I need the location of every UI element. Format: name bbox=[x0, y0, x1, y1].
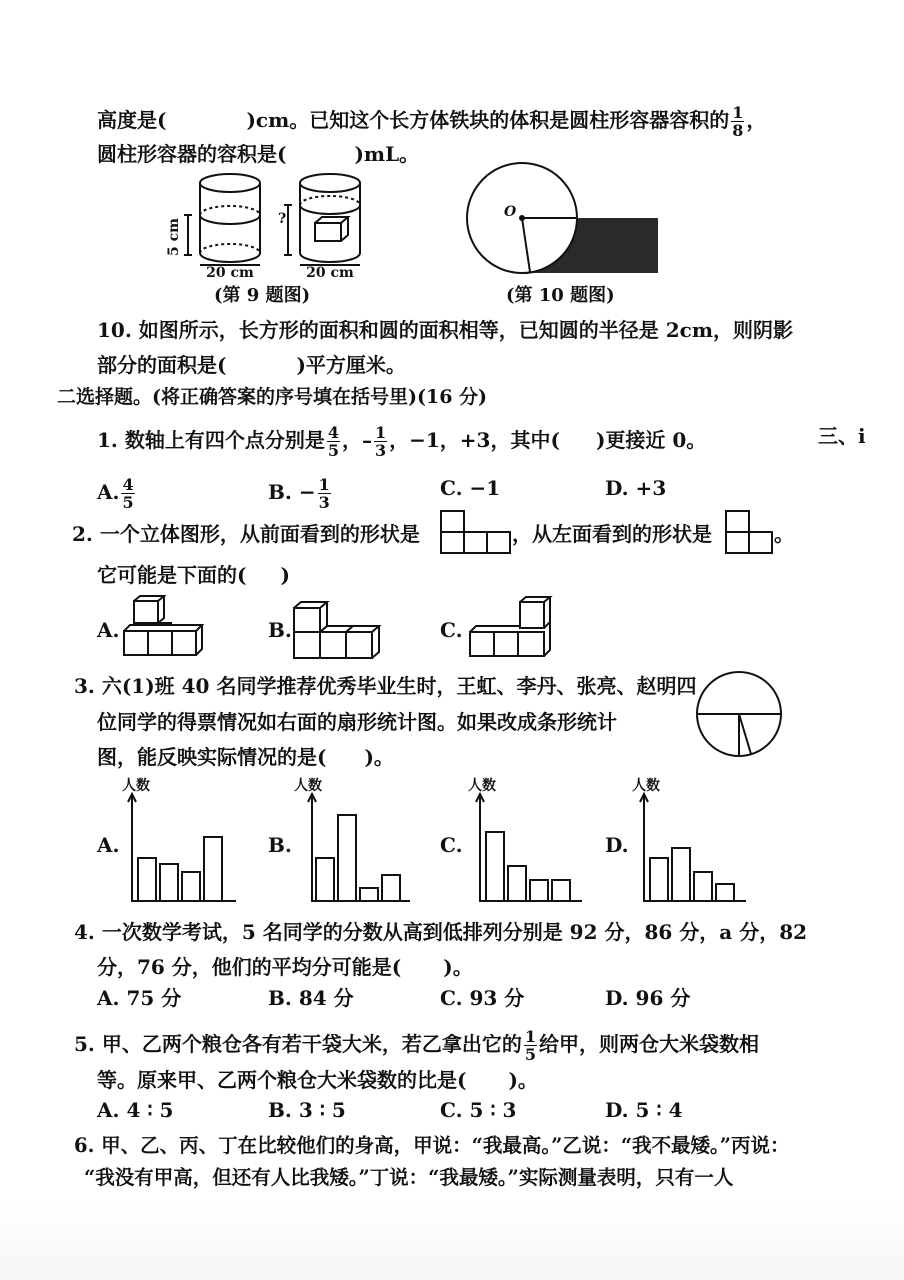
q4-line1: 4. 一次数学考试，5 名同学的分数从高到低排列分别是 92 分，86 分，a 分，82 bbox=[74, 920, 808, 944]
q9-line1: 高度是( )cm。已知这个长方体铁块的体积是圆柱形容器容积的 $\frac{1}{8}$ ， bbox=[97, 103, 767, 140]
fig10-caption: (第 10 题图) bbox=[506, 285, 615, 306]
q4-option-b[interactable]: B. 84 分 bbox=[268, 986, 354, 1010]
q5-line1: 5. 甲、乙两个粮仓各有若干袋大米，若乙拿出它的 $\frac{1}{5}$ 给甲，则两仓大米袋数相 bbox=[74, 1027, 759, 1064]
q2-option-b-label[interactable]: B. bbox=[268, 618, 292, 642]
q3-option-c-label[interactable]: C. bbox=[440, 833, 463, 857]
q5-option-a[interactable]: A. 4 ∶ 5 bbox=[97, 1098, 174, 1122]
q4-option-c[interactable]: C. 93 分 bbox=[440, 986, 525, 1010]
q3-option-b-label[interactable]: B. bbox=[268, 833, 292, 857]
q3-line2: 位同学的得票情况如右面的扇形统计图。如果改成条形统计 bbox=[97, 710, 617, 734]
q9-line1-b: )cm。已知这个长方体铁块的体积是圆柱形容器容积的 bbox=[246, 108, 730, 132]
q3-bar-chart-c[interactable] bbox=[466, 776, 586, 908]
q2-stem-b: ，从左面看到的形状是 bbox=[512, 522, 712, 546]
q3-option-d-label[interactable]: D. bbox=[605, 833, 629, 857]
q2-line2: 它可能是下面的( ) bbox=[97, 563, 290, 587]
q1-stem: 1. 数轴上有四个点分别是 $\frac{4}{5}$ ，– $\frac{1}{3}$ ，−1，+3，其中( )更接近 0。 bbox=[97, 423, 707, 460]
q1-option-b[interactable]: B. − $\frac{1}{3}$ bbox=[268, 475, 330, 512]
fig9-height-label: 5 cm bbox=[166, 218, 182, 256]
q3-bar-chart-b[interactable] bbox=[292, 776, 412, 908]
q1-option-a[interactable]: A. $\frac{4}{5}$ bbox=[97, 475, 134, 512]
q3-line3: 图，能反映实际情况的是( )。 bbox=[97, 745, 394, 769]
q4-option-a[interactable]: A. 75 分 bbox=[97, 986, 182, 1010]
q5-option-b[interactable]: B. 3 ∶ 5 bbox=[268, 1098, 346, 1122]
figure-9-cylinders bbox=[160, 165, 390, 280]
figure-10-circle-rectangle bbox=[470, 168, 670, 278]
q4-line2: 分，76 分，他们的平均分可能是( )。 bbox=[97, 955, 473, 979]
q6-line1: 6. 甲、乙、丙、丁在比较他们的身高，甲说：“我最高。”乙说：“我不最矮。”丙说： bbox=[74, 1134, 790, 1157]
q3-bar-chart-a[interactable] bbox=[120, 776, 240, 908]
q9-line1-a: 高度是( bbox=[97, 108, 167, 132]
q10-line1: 10. 如图所示，长方形的面积和圆的面积相等，已知圆的半径是 2cm，则阴影 bbox=[97, 318, 793, 342]
fig9-caption: (第 9 题图) bbox=[214, 285, 311, 306]
svg-text:人数: 人数 bbox=[632, 778, 660, 794]
fraction-one-eighth: $\frac{1}{8}$ bbox=[732, 103, 744, 140]
q9-line2: 圆柱形容器的容积是( )mL。 bbox=[97, 142, 420, 166]
fraction-4-5: $\frac{4}{5}$ bbox=[327, 423, 339, 460]
fig9-width-label-1: 20 cm bbox=[206, 265, 254, 281]
q3-bar-chart-d[interactable] bbox=[630, 776, 750, 908]
q2-front-view-shape bbox=[440, 510, 512, 554]
fig9-question-label: ? bbox=[278, 211, 287, 227]
q2-option-a-cubes[interactable] bbox=[120, 595, 210, 661]
q5-option-d[interactable]: D. 5 ∶ 4 bbox=[605, 1098, 683, 1122]
q2-stem-end: 。 bbox=[774, 522, 794, 546]
fraction-1-3: $\frac{1}{3}$ bbox=[374, 423, 387, 460]
q1-option-d[interactable]: D. +3 bbox=[605, 476, 667, 500]
q2-option-c-cubes[interactable] bbox=[466, 596, 556, 662]
q4-option-d[interactable]: D. 96 分 bbox=[605, 986, 691, 1010]
q3-option-a-label[interactable]: A. bbox=[97, 833, 120, 857]
ylabel: 人数 bbox=[122, 778, 150, 794]
q3-line1: 3. 六(1)班 40 名同学推荐优秀毕业生时，王虹、李丹、张亮、赵明四 bbox=[74, 674, 697, 698]
q2-option-b-cubes[interactable] bbox=[292, 600, 392, 662]
svg-text:人数: 人数 bbox=[294, 778, 322, 794]
q2-left-view-shape bbox=[725, 510, 773, 554]
fraction-1-5: $\frac{1}{5}$ bbox=[524, 1027, 536, 1064]
q5-option-c[interactable]: C. 5 ∶ 3 bbox=[440, 1098, 517, 1122]
section-3-cut-label: 三、i bbox=[818, 424, 866, 448]
page-bottom-fade bbox=[0, 1200, 904, 1280]
q3-pie-chart bbox=[695, 670, 785, 760]
q2-option-c-label[interactable]: C. bbox=[440, 618, 463, 642]
svg-text:人数: 人数 bbox=[468, 778, 496, 794]
fig9-width-label-2: 20 cm bbox=[306, 265, 354, 281]
q6-line2: “我没有甲高，但还有人比我矮。”丁说：“我最矮。”实际测量表明，只有一人 bbox=[84, 1166, 734, 1189]
section-2-title: 二选择题。(将正确答案的序号填在括号里)(16 分) bbox=[57, 386, 488, 408]
q5-line2: 等。原来甲、乙两个粮仓大米袋数的比是( )。 bbox=[97, 1068, 538, 1092]
q2-stem: 2. 一个立体图形，从前面看到的形状是 bbox=[72, 522, 420, 546]
q10-line2: 部分的面积是( )平方厘米。 bbox=[97, 353, 406, 377]
fig10-o-label: O bbox=[504, 204, 517, 220]
q1-option-c[interactable]: C. −1 bbox=[440, 476, 501, 500]
q2-option-a-label[interactable]: A. bbox=[97, 618, 120, 642]
